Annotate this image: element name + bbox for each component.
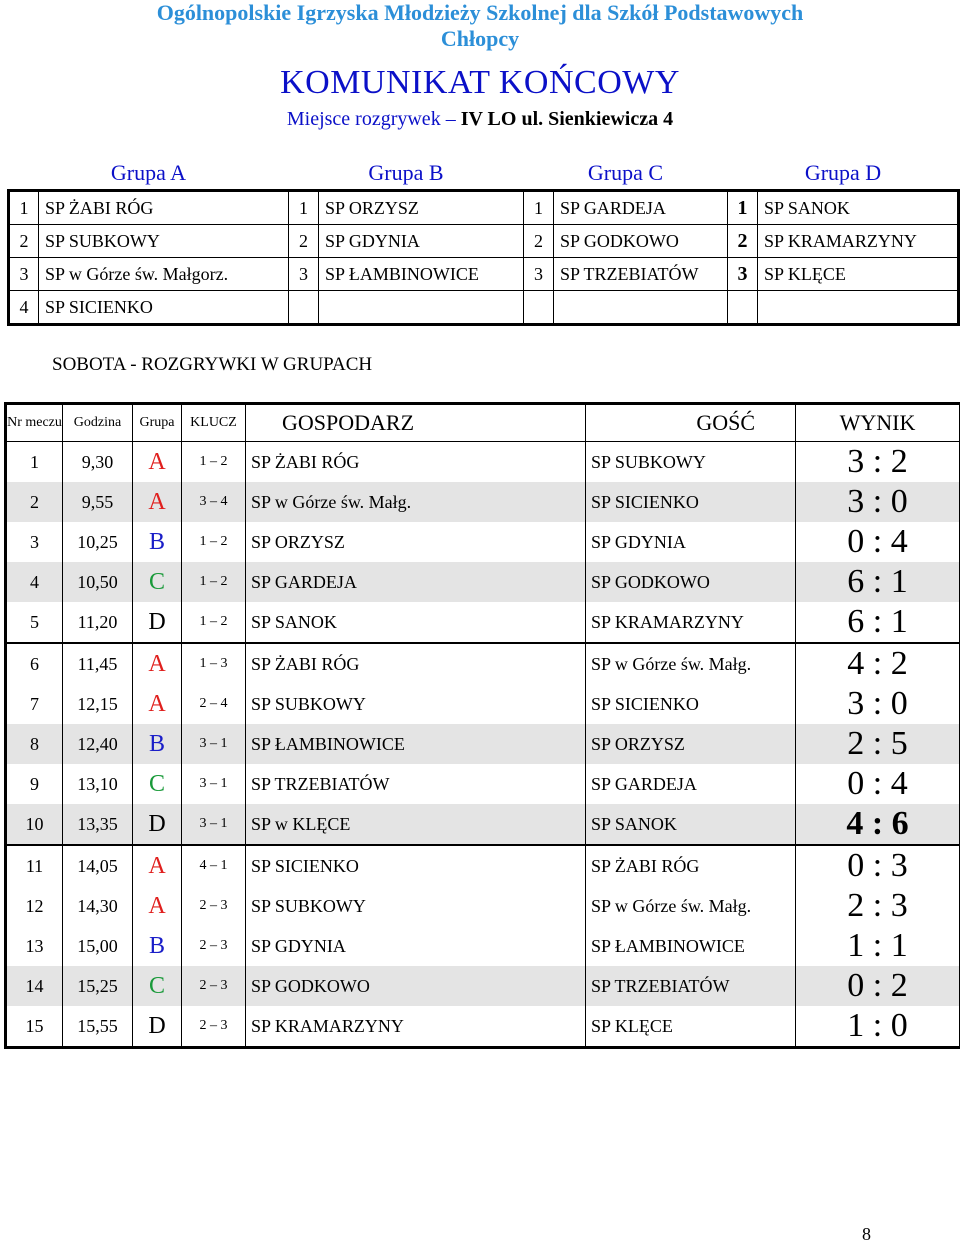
match-key: 2 – 4 xyxy=(182,684,246,724)
match-result: 2 : 5 xyxy=(796,724,960,764)
team-name xyxy=(758,291,959,325)
match-group: B xyxy=(133,724,182,764)
table-row xyxy=(6,926,960,966)
match-result: 0 : 2 xyxy=(796,966,960,1006)
match-key: 3 – 4 xyxy=(182,482,246,522)
section-title: SOBOTA - ROZGRYWKI W GRUPACH xyxy=(52,354,373,375)
match-key: 2 – 3 xyxy=(182,1006,246,1048)
matches-table xyxy=(4,402,960,1049)
guest-team: SP w Górze św. Małg. xyxy=(586,886,796,926)
guest-team: SP GDYNIA xyxy=(586,522,796,562)
host-team: SP GDYNIA xyxy=(246,926,586,966)
team-name: SP SANOK xyxy=(758,191,959,225)
match-time: 15,00 xyxy=(63,926,133,966)
venue-value: IV LO ul. Sienkiewicza 4 xyxy=(460,108,674,130)
match-result: 1 : 1 xyxy=(847,927,908,964)
venue-line xyxy=(0,108,960,131)
table-row xyxy=(6,442,960,483)
match-group: C xyxy=(133,764,182,804)
table-row xyxy=(6,764,960,804)
group-header-a: Grupa A xyxy=(9,157,289,191)
seed-number: 1 xyxy=(289,191,319,225)
table-row xyxy=(6,602,960,643)
match-key: 1 – 2 xyxy=(182,522,246,562)
match-result: 0 : 4 xyxy=(847,523,908,560)
match-time: 11,20 xyxy=(63,602,133,643)
seed-number: 3 xyxy=(728,258,758,291)
seed-number xyxy=(524,291,554,325)
guest-team: SP KLĘCE xyxy=(586,1006,796,1048)
venue-label: Miejsce rozgrywek – xyxy=(286,108,456,130)
seed-number: 3 xyxy=(9,258,39,291)
match-key: 1 – 2 xyxy=(182,442,246,483)
match-time: 11,45 xyxy=(63,643,133,684)
groups-row xyxy=(9,258,959,291)
seed-number: 2 xyxy=(289,225,319,258)
match-result: 6 : 1 xyxy=(796,602,960,643)
match-result: 0 : 3 xyxy=(847,847,908,884)
guest-team: SP SICIENKO xyxy=(586,684,796,724)
host-team: SP SICIENKO xyxy=(246,845,586,886)
seed-number xyxy=(289,291,319,325)
guest-team: SP SICIENKO xyxy=(586,482,796,522)
match-time: 13,35 xyxy=(63,804,133,845)
match-group: A xyxy=(133,886,182,926)
host-team: SP SUBKOWY xyxy=(246,886,586,926)
guest-team: SP KRAMARZYNY xyxy=(586,602,796,643)
groups-row xyxy=(9,291,959,325)
match-time: 12,40 xyxy=(63,724,133,764)
match-time: 10,50 xyxy=(63,562,133,602)
team-name: SP GARDEJA xyxy=(554,191,728,225)
event-title: Ogólnopolskie Igrzyska Młodzieży Szkolnej dla Szkół Podstawowych xyxy=(156,0,804,25)
match-number: 9 xyxy=(6,764,63,804)
col-header-nr: Nr meczu xyxy=(6,404,63,442)
match-number: 13 xyxy=(6,926,63,966)
host-team: SP ŁAMBINOWICE xyxy=(246,724,586,764)
match-number: 1 xyxy=(6,442,63,483)
match-number: 12 xyxy=(6,886,63,926)
matches-header-row xyxy=(6,404,960,442)
table-row xyxy=(6,522,960,562)
table-row xyxy=(6,482,960,522)
match-number: 14 xyxy=(6,966,63,1006)
host-team: SP TRZEBIATÓW xyxy=(246,764,586,804)
team-name xyxy=(319,291,524,325)
table-row xyxy=(6,562,960,602)
host-team: SP ORZYSZ xyxy=(246,522,586,562)
seed-number: 1 xyxy=(524,191,554,225)
match-key: 2 – 3 xyxy=(182,966,246,1006)
team-name: SP ORZYSZ xyxy=(319,191,524,225)
host-team: SP GARDEJA xyxy=(246,562,586,602)
col-header-host: GOSPODARZ xyxy=(246,404,586,442)
match-group: D xyxy=(133,602,182,643)
seed-number: 2 xyxy=(9,225,39,258)
match-number: 3 xyxy=(6,522,63,562)
match-number: 15 xyxy=(6,1006,63,1048)
match-time: 9,30 xyxy=(63,442,133,483)
guest-team: SP w Górze św. Małg. xyxy=(586,643,796,684)
match-time: 13,10 xyxy=(63,764,133,804)
team-name: SP ŁAMBINOWICE xyxy=(319,258,524,291)
match-key: 2 – 3 xyxy=(182,926,246,966)
team-name: SP GDYNIA xyxy=(319,225,524,258)
guest-team: SP SUBKOWY xyxy=(586,442,796,483)
table-row xyxy=(6,724,960,764)
team-name: SP w Górze św. Małgorz. xyxy=(39,258,289,291)
match-number: 5 xyxy=(6,602,63,643)
match-result: 3 : 0 xyxy=(796,482,960,522)
col-header-group: Grupa xyxy=(133,404,182,442)
match-number: 2 xyxy=(6,482,63,522)
host-team: SP w KLĘCE xyxy=(246,804,586,845)
seed-number: 3 xyxy=(289,258,319,291)
team-name: SP SUBKOWY xyxy=(39,225,289,258)
groups-row xyxy=(9,225,959,258)
match-result: 0 : 4 xyxy=(847,765,908,802)
host-team: SP SUBKOWY xyxy=(246,684,586,724)
seed-number xyxy=(728,291,758,325)
table-row xyxy=(6,845,960,886)
host-team: SP ŻABI RÓG xyxy=(246,442,586,483)
match-result: 4 : 6 xyxy=(796,804,960,845)
seed-number: 2 xyxy=(524,225,554,258)
match-group: A xyxy=(133,442,182,483)
match-number: 4 xyxy=(6,562,63,602)
groups-row xyxy=(9,191,959,225)
match-time: 10,25 xyxy=(63,522,133,562)
table-row xyxy=(6,966,960,1006)
match-key: 3 – 1 xyxy=(182,764,246,804)
seed-number: 1 xyxy=(9,191,39,225)
guest-team: SP ORZYSZ xyxy=(586,724,796,764)
seed-number: 2 xyxy=(728,225,758,258)
host-team: SP GODKOWO xyxy=(246,966,586,1006)
team-name: SP SICIENKO xyxy=(39,291,289,325)
match-result: 3 : 2 xyxy=(847,443,908,480)
page-title: KOMUNIKAT KOŃCOWY xyxy=(280,64,680,101)
match-time: 12,15 xyxy=(63,684,133,724)
team-name xyxy=(554,291,728,325)
team-name: SP KLĘCE xyxy=(758,258,959,291)
match-group: A xyxy=(133,482,182,522)
guest-team: SP ŻABI RÓG xyxy=(586,845,796,886)
table-row xyxy=(6,643,960,684)
match-number: 6 xyxy=(6,643,63,684)
match-number: 10 xyxy=(6,804,63,845)
match-result: 4 : 2 xyxy=(847,645,908,682)
group-header-c: Grupa C xyxy=(524,157,728,191)
match-result: 6 : 1 xyxy=(796,562,960,602)
col-header-key: KLUCZ xyxy=(182,404,246,442)
host-team: SP w Górze św. Małg. xyxy=(246,482,586,522)
group-header-d: Grupa D xyxy=(728,157,959,191)
team-name: SP ŻABI RÓG xyxy=(39,191,289,225)
match-time: 9,55 xyxy=(63,482,133,522)
match-key: 1 – 2 xyxy=(182,562,246,602)
guest-team: SP GARDEJA xyxy=(586,764,796,804)
match-group: C xyxy=(133,966,182,1006)
col-header-time: Godzina xyxy=(63,404,133,442)
seed-number: 3 xyxy=(524,258,554,291)
match-group: A xyxy=(133,684,182,724)
match-group: D xyxy=(133,804,182,845)
team-name: SP TRZEBIATÓW xyxy=(554,258,728,291)
groups-table xyxy=(7,157,960,326)
seed-number: 4 xyxy=(9,291,39,325)
table-row xyxy=(6,804,960,845)
match-group: B xyxy=(133,522,182,562)
match-key: 1 – 3 xyxy=(182,643,246,684)
match-result: 2 : 3 xyxy=(847,887,908,924)
match-time: 14,05 xyxy=(63,845,133,886)
guest-team: SP SANOK xyxy=(586,804,796,845)
match-time: 14,30 xyxy=(63,886,133,926)
category-title: Chłopcy xyxy=(440,26,520,51)
match-result: 3 : 0 xyxy=(847,685,908,722)
match-group: A xyxy=(133,845,182,886)
match-key: 4 – 1 xyxy=(182,845,246,886)
table-row xyxy=(6,886,960,926)
match-group: A xyxy=(133,643,182,684)
match-key: 3 – 1 xyxy=(182,724,246,764)
team-name: SP KRAMARZYNY xyxy=(758,225,959,258)
host-team: SP SANOK xyxy=(246,602,586,643)
host-team: SP KRAMARZYNY xyxy=(246,1006,586,1048)
table-row xyxy=(6,684,960,724)
match-key: 3 – 1 xyxy=(182,804,246,845)
match-group: D xyxy=(133,1006,182,1048)
match-number: 7 xyxy=(6,684,63,724)
page-number: 8 xyxy=(862,1224,871,1244)
match-key: 2 – 3 xyxy=(182,886,246,926)
col-header-guest: GOŚĆ xyxy=(586,404,796,442)
match-key: 1 – 2 xyxy=(182,602,246,643)
match-number: 8 xyxy=(6,724,63,764)
table-row xyxy=(6,1006,960,1048)
match-time: 15,55 xyxy=(63,1006,133,1048)
match-result: 1 : 0 xyxy=(796,1006,960,1048)
guest-team: SP TRZEBIATÓW xyxy=(586,966,796,1006)
guest-team: SP GODKOWO xyxy=(586,562,796,602)
host-team: SP ŻABI RÓG xyxy=(246,643,586,684)
guest-team: SP ŁAMBINOWICE xyxy=(586,926,796,966)
match-time: 15,25 xyxy=(63,966,133,1006)
match-group: B xyxy=(133,926,182,966)
seed-number: 1 xyxy=(728,191,758,225)
match-number: 11 xyxy=(6,845,63,886)
team-name: SP GODKOWO xyxy=(554,225,728,258)
match-group: C xyxy=(133,562,182,602)
group-header-b: Grupa B xyxy=(289,157,524,191)
col-header-result: WYNIK xyxy=(796,404,960,442)
